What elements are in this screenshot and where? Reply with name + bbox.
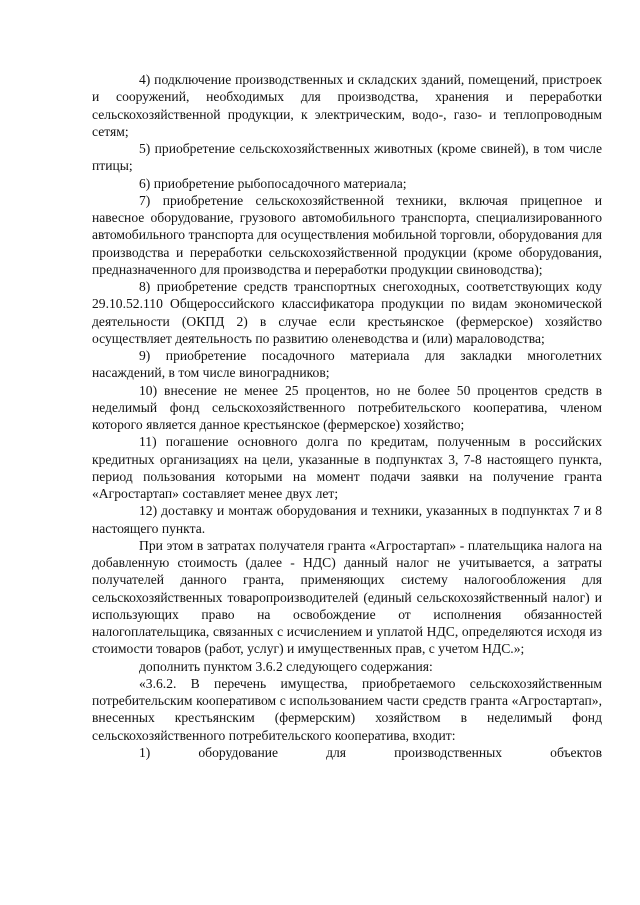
document-body [92, 71, 602, 761]
paragraph-vat-note: При этом в затратах получателя гранта «Агростартап» - плательщика налога на добавленную стоимость (далее - НДС) данный налог не учитывается, а затраты получателей данного гранта, применяющих систему налогообложения для сельскохозяйственных товаропроизводителей (единый сельскохозяйственный налог) и использующих право на освобождение от исполнения обязанностей налогоплательщика, связанных с исчислением и уплатой НДС, определяются исходя из стоимости товаров (работ, услуг) и имущественных прав, с учетом НДС.»; [92, 537, 602, 657]
paragraph-item-8: 8) приобретение средств транспортных снегоходных, соответствующих коду 29.10.52.110 Общероссийского классификатора продукции по видам экономической деятельности (ОКПД 2) в случае если крестьянское (фермерское) хозяйство осуществляет деятельность по развитию оленеводства и (или) мараловодства; [92, 279, 602, 346]
paragraph-item-5: 5) приобретение сельскохозяйственных животных (кроме свиней), в том числе птицы; [92, 141, 602, 174]
paragraph-item-7: 7) приобретение сельскохозяйственной техники, включая прицепное и навесное оборудование, грузового автомобильного транспорта, специализированного автомобильного транспорта для осуществления мобильной торговли, оборудования для производства и переработки сельскохозяйственной продукции (кроме оборудования, предназначенного для производства и переработки продукции свиноводства); [92, 192, 602, 277]
paragraph-list-item-1: 1) оборудование для производственных объектов [139, 744, 602, 760]
paragraph-amendment-intro: дополнить пунктом 3.6.2 следующего содержания: [139, 658, 433, 674]
paragraph-item-9: 9) приобретение посадочного материала для закладки многолетних насаждений, в том числе виноградников; [92, 348, 602, 381]
paragraph-item-4: 4) подключение производственных и складских зданий, помещений, пристроек и сооружений, необходимых для производства, хранения и переработки сельскохозяйственной продукции, к электрическим, водо-, газо- и теплопроводным сетям; [92, 72, 602, 139]
paragraph-item-12: 12) доставку и монтаж оборудования и техники, указанных в подпунктах 7 и 8 настоящего пункта. [92, 503, 602, 536]
paragraph-item-6: 6) приобретение рыбопосадочного материала; [139, 175, 407, 191]
paragraph-item-11: 11) погашение основного долга по кредитам, полученным в российских кредитных организациях на цели, указанные в подпунктах 3, 7-8 настоящего пункта, период пользования которыми на момент подачи заявки на получение гранта «Агростартап» составляет менее двух лет; [92, 434, 602, 501]
paragraph-item-10: 10) внесение не менее 25 процентов, но не более 50 процентов средств в неделимый фонд сельскохозяйственного потребительского кооператива, членом которого является данное крестьянское (фермерское) хозяйство; [92, 382, 602, 432]
paragraph-clause-3-6-2: «3.6.2. В перечень имущества, приобретаемого сельскохозяйственным потребительским кооперативом с использованием части средств гранта «Агростартап», внесенных крестьянским (фермерским) хозяйством в неделимый фонд сельскохозяйственного потребительского кооператива, входит: [92, 675, 602, 743]
